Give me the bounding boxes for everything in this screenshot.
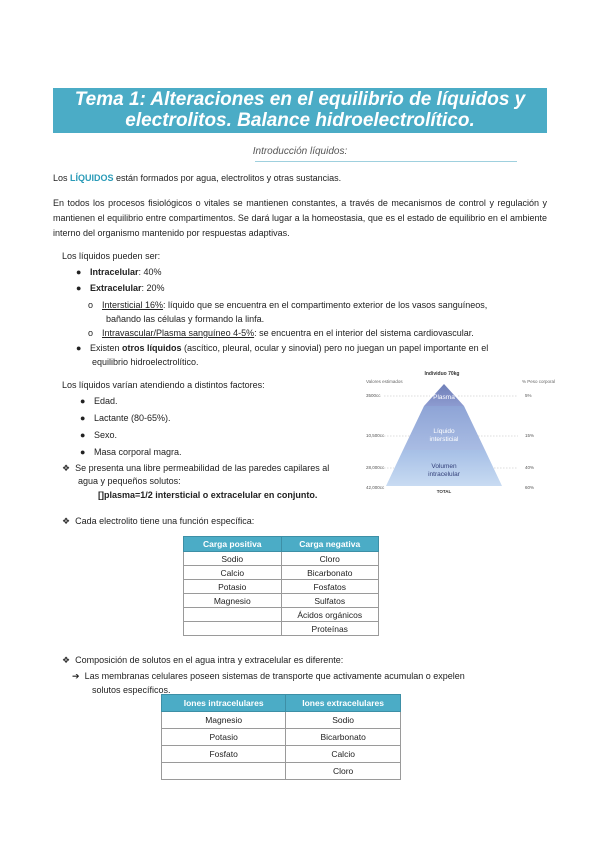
permeability-line-2: agua y pequeños solutos: [78,476,181,486]
charges-intro: ❖ Cada electrolito tiene una función específica: [62,516,255,526]
pyramid-label-intracelular: intracelular [428,471,460,478]
pyramid-label-volumen: Volumen [431,463,457,470]
pyramid-label-liquido: Líquido [433,428,455,435]
circle-bullet-icon: o [88,328,94,338]
title-line-1: Tema 1: Alteraciones en el equilibrio de líquidos y [74,89,526,110]
pyramid-left-value: 10,500cc [366,433,385,438]
list-item-intravascular: o Intravascular/Plasma sanguíneo 4-5%: se encuentra en el interior del sistema cardiovascular. [88,328,474,338]
table-row: Ácidos orgánicos [184,608,379,622]
table-row: Potasio Bicarbonato [162,729,401,746]
table-row: Calcio Bicarbonato [184,566,379,580]
factor-item: ● Edad. [80,396,118,406]
bullet-icon: ● [76,343,82,353]
header-positive: Carga positiva [184,537,282,552]
pyramid-right-value: 5% [525,393,532,398]
factor-item: ● Masa corporal magra. [80,447,182,457]
pyramid-right-value: 60% [525,485,535,490]
list-item-extracelular: ● Extracelular: 20% [76,283,165,293]
pyramid-right-value: 40% [525,465,535,470]
composition-arrow-line: ➔ Las membranas celulares poseen sistemas de transporte que activamente acumulan o expelen [72,671,465,681]
table-row: Sodio Cloro [184,552,379,566]
intersticial-continuation: bañando las células y formando la linfa. [106,314,265,324]
bullet-icon: ● [76,283,82,293]
types-heading: Los líquidos pueden ser: [62,251,161,261]
pyramid-label-intersticial: intersticial [429,436,459,443]
diamond-bullet-icon: ❖ [62,463,71,473]
list-item-intersticial: o Intersticial 16%: líquido que se encuentra en el compartimento exterior de los vasos sanguíneos, [88,300,488,310]
list-item-otros: ● Existen otros líquidos (ascítico, pleural, ocular y sinovial) pero no juegan un papel importante en el [76,343,489,353]
table-row: Proteínas [184,622,379,636]
subtitle-divider [255,161,517,162]
title-line-2: electrolitos. Balance hidroelectrolítico. [125,110,475,131]
circle-bullet-icon: o [88,300,94,310]
pyramid-right-value: 15% [525,433,535,438]
body-fluid-pyramid [362,366,556,496]
bullet-icon: ● [80,413,86,423]
title-banner [53,88,547,133]
charges-table [183,536,379,636]
diamond-bullet-icon: ❖ [62,516,71,526]
bullet-icon: ● [80,396,86,406]
header-intracellular: Iones intracelulares [162,695,286,712]
list-item-intracelular: ● Intracelular: 40% [76,267,162,277]
table-row: Cloro [162,763,401,780]
header-extracellular: Iones extracelulares [286,695,401,712]
liquidos-keyword: LÍQUIDOS [70,173,114,183]
diamond-bullet-icon: ❖ [62,655,71,665]
table-row: Fosfato Calcio [162,746,401,763]
pyramid-title: Individuo 70kg [424,371,460,377]
pyramid-left-value: 28,000cc [366,465,385,470]
bullet-icon: ● [80,447,86,457]
pyramid-left-value: 3500cc [366,393,381,398]
plasma-formula: []plasma=1/2 intersticial o extracelular en conjunto. [98,490,318,500]
intro-sentence: Los LÍQUIDOS están formados por agua, electrolitos y otras sustancias. [53,173,342,183]
pyramid-total-label: TOTAL [436,489,452,494]
composition-arrow-continuation: solutos específicos. [92,685,171,695]
table-row: Magnesio Sodio [162,712,401,729]
ions-table [161,694,401,780]
pyramid-label-plasma: Plasma [433,394,455,401]
otros-continuation: equilibrio hidroelectrolítico. [92,357,199,367]
pyramid-right-header: % Peso corporal [522,379,556,384]
bullet-icon: ● [76,267,82,277]
header-negative: Carga negativa [281,537,379,552]
pyramid-left-value: 42,000cc [366,485,385,490]
composition-intro: ❖ Composición de solutos en el agua intra y extracelular es diferente: [62,655,344,665]
table-row: Magnesio Sulfatos [184,594,379,608]
section-subtitle: Introducción líquidos: [252,146,348,157]
factors-heading: Los líquidos varían atendiendo a distintos factores: [62,380,265,390]
arrow-right-icon: ➔ [72,671,80,681]
table-row: Potasio Fosfatos [184,580,379,594]
factor-item: ● Sexo. [80,430,118,440]
intro-paragraph: En todos los procesos fisiológicos o vitales se mantienen constantes, a través de mecanismos de control y regulación y mantienen el equilibrio entre compartimentos. Se dará lugar a la homeostasia, que es el estado de equilibrio en el ambiente interno del organismo mantenido por respuestas adaptivas. [53,198,547,238]
pyramid-left-header: Valores estimados [366,379,403,384]
factor-item: ● Lactante (80-65%). [80,413,171,423]
bullet-icon: ● [80,430,86,440]
permeability-line-1: ❖ Se presenta una libre permeabilidad de las paredes capilares al [62,463,330,473]
